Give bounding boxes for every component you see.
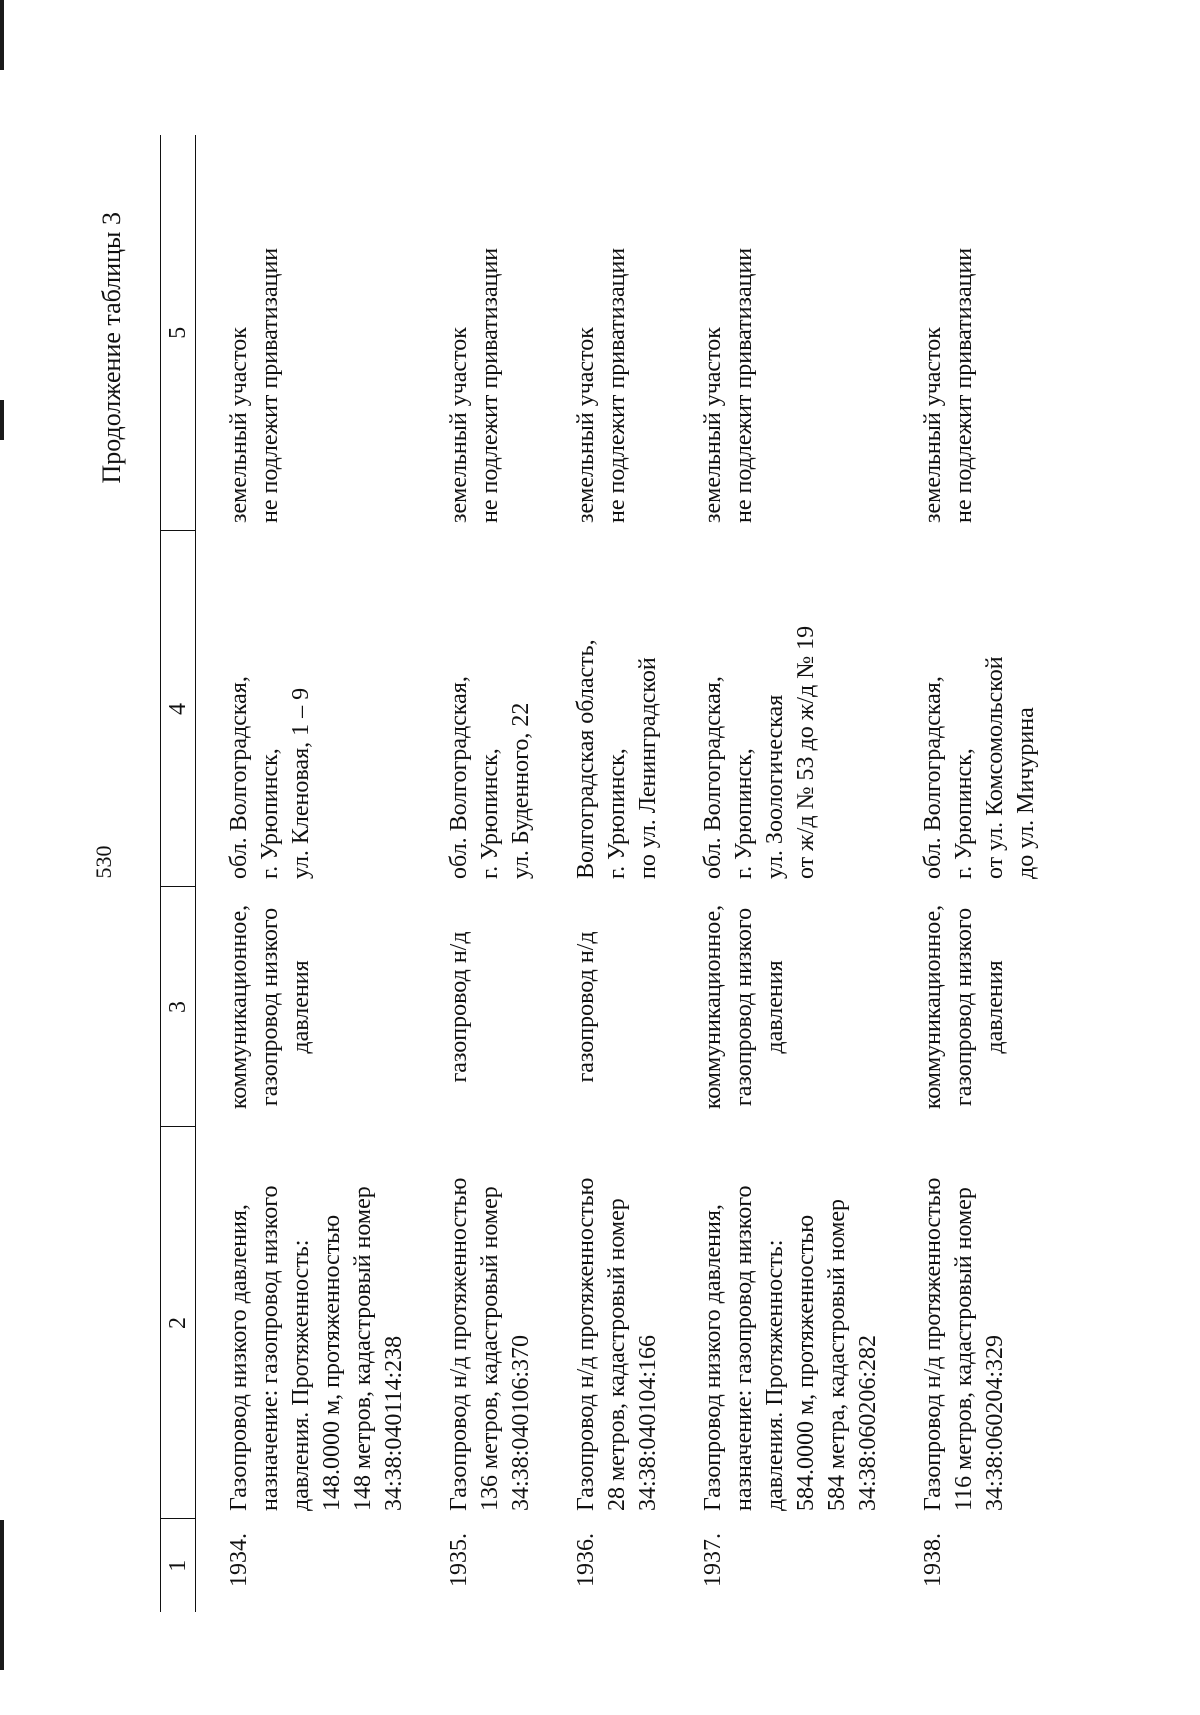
object-description-line: назначение: газопровод низкого xyxy=(257,1185,283,1511)
row-number: 1935. xyxy=(446,1533,472,1587)
object-description-line: 34:38:040114:238 xyxy=(381,1335,407,1511)
object-address-line: г. Урюпинск, xyxy=(604,748,630,879)
row-number-cell xyxy=(537,1519,664,1612)
object-description-cell xyxy=(410,1127,537,1519)
object-note-line: земельный участок xyxy=(573,327,599,523)
object-note-line: не подлежит приватизации xyxy=(477,247,503,523)
object-address-line: ул. Кленовая, 1 – 9 xyxy=(288,687,314,879)
object-note-cell xyxy=(537,135,664,531)
object-note-line: не подлежит приватизации xyxy=(951,247,977,523)
object-description-line: 136 метров, кадастровый номер xyxy=(477,1186,503,1511)
object-type-line: газопровод низкого xyxy=(257,907,283,1107)
object-type-line: газопровод низкого xyxy=(731,907,757,1107)
object-description-line: 34:38:060204:329 xyxy=(982,1334,1008,1511)
continuation-caption: Продолжение таблицы 3 xyxy=(97,212,126,484)
object-note-cell xyxy=(884,135,1042,531)
object-description-cell xyxy=(664,1127,884,1519)
object-type-line: газопровод низкого xyxy=(951,907,977,1107)
object-address-cell xyxy=(537,531,664,887)
object-note-line: земельный участок xyxy=(920,327,946,523)
object-description-line: 34:38:040104:166 xyxy=(635,1334,661,1511)
object-type-line: давления xyxy=(762,960,788,1054)
object-type-cell xyxy=(410,887,537,1127)
object-note-cell xyxy=(196,135,411,531)
object-description-cell xyxy=(884,1127,1042,1519)
object-note-line: не подлежит приватизации xyxy=(604,247,630,523)
object-description-line: Газопровод низкого давления, xyxy=(700,1204,726,1511)
object-address-line: г. Урюпинск, xyxy=(477,748,503,879)
row-number: 1934. xyxy=(226,1533,252,1587)
object-type-line: давления xyxy=(982,960,1008,1054)
object-note-line: земельный участок xyxy=(226,327,252,523)
column-header: 2 xyxy=(161,1127,196,1519)
table-row xyxy=(537,135,664,1612)
row-number-cell xyxy=(410,1519,537,1612)
object-type-line: газопровод н/д xyxy=(573,931,599,1083)
object-address-line: ул. Зоологическая xyxy=(762,694,788,879)
object-description-cell xyxy=(537,1127,664,1519)
object-note-cell xyxy=(410,135,537,531)
object-type-line: давления xyxy=(288,960,314,1054)
column-header: 3 xyxy=(161,887,196,1127)
column-header: 1 xyxy=(161,1519,196,1612)
object-description-cell xyxy=(196,1127,411,1519)
object-note-line: земельный участок xyxy=(700,327,726,523)
table-row xyxy=(884,135,1042,1612)
object-type-cell xyxy=(664,887,884,1127)
object-type-line: коммуникационное, xyxy=(700,904,726,1110)
object-description-line: Газопровод н/д протяженностью xyxy=(920,1177,946,1511)
object-address-line: Волгоградская область, xyxy=(573,639,599,879)
object-note-line: не подлежит приватизации xyxy=(731,247,757,523)
table-header-row xyxy=(161,135,196,1612)
table-row xyxy=(410,135,537,1612)
object-address-line: от ул. Комсомольской xyxy=(982,656,1008,879)
object-address-line: ул. Буденного, 22 xyxy=(508,702,534,879)
column-header: 5 xyxy=(161,135,196,531)
object-description-line: 34:38:060206:282 xyxy=(855,1334,881,1511)
row-number: 1938. xyxy=(920,1533,946,1587)
object-address-line: от ж/д № 53 до ж/д № 19 xyxy=(793,625,819,879)
object-description-line: назначение: газопровод низкого xyxy=(731,1185,757,1511)
object-description-line: давления. Протяженность: xyxy=(288,1239,314,1511)
object-description-line: давления. Протяженность: xyxy=(762,1239,788,1511)
row-number: 1936. xyxy=(573,1533,599,1587)
row-number-cell xyxy=(196,1519,411,1612)
object-description-line: 584 метра, кадастровый номер xyxy=(824,1198,850,1511)
object-address-line: по ул. Ленинградской xyxy=(635,657,661,879)
row-number: 1937. xyxy=(700,1533,726,1587)
object-description-line: 34:38:040106:370 xyxy=(508,1334,534,1511)
object-address-line: г. Урюпинск, xyxy=(257,748,283,879)
row-number-cell xyxy=(884,1519,1042,1612)
object-address-line: обл. Волгоградская, xyxy=(700,676,726,879)
object-description-line: Газопровод н/д протяженностью xyxy=(573,1177,599,1511)
object-description-line: 116 метров, кадастровый номер xyxy=(951,1187,977,1511)
object-description-line: 28 метров, кадастровый номер xyxy=(604,1198,630,1511)
object-type-cell xyxy=(884,887,1042,1127)
object-address-cell xyxy=(196,531,411,887)
object-address-line: обл. Волгоградская, xyxy=(446,676,472,879)
object-address-line: г. Урюпинск, xyxy=(731,748,757,879)
object-address-line: обл. Волгоградская, xyxy=(226,676,252,879)
object-type-line: газопровод н/д xyxy=(446,931,472,1083)
object-description-line: 584.0000 м, протяженностью xyxy=(793,1214,819,1511)
property-register-table xyxy=(160,135,1042,1612)
object-note-line: земельный участок xyxy=(446,327,472,523)
table-row xyxy=(664,135,884,1612)
object-note-line: не подлежит приватизации xyxy=(257,247,283,523)
object-type-line: коммуникационное, xyxy=(226,904,252,1110)
object-address-line: до ул. Мичурина xyxy=(1013,707,1039,879)
column-header: 4 xyxy=(161,531,196,887)
object-address-cell xyxy=(410,531,537,887)
object-address-line: обл. Волгоградская, xyxy=(920,676,946,879)
object-description-line: Газопровод н/д протяженностью xyxy=(446,1177,472,1511)
object-type-line: коммуникационное, xyxy=(920,904,946,1110)
object-address-line: г. Урюпинск, xyxy=(951,748,977,879)
object-type-cell xyxy=(537,887,664,1127)
object-address-cell xyxy=(884,531,1042,887)
object-address-cell xyxy=(664,531,884,887)
object-description-line: 148.0000 м, протяженностью xyxy=(319,1214,345,1511)
table-row xyxy=(196,135,411,1612)
row-number-cell xyxy=(664,1519,884,1612)
object-description-line: 148 метров, кадастровый номер xyxy=(350,1186,376,1511)
page-number: 530 xyxy=(91,845,116,879)
object-type-cell xyxy=(196,887,411,1127)
object-description-line: Газопровод низкого давления, xyxy=(226,1204,252,1511)
object-note-cell xyxy=(664,135,884,531)
